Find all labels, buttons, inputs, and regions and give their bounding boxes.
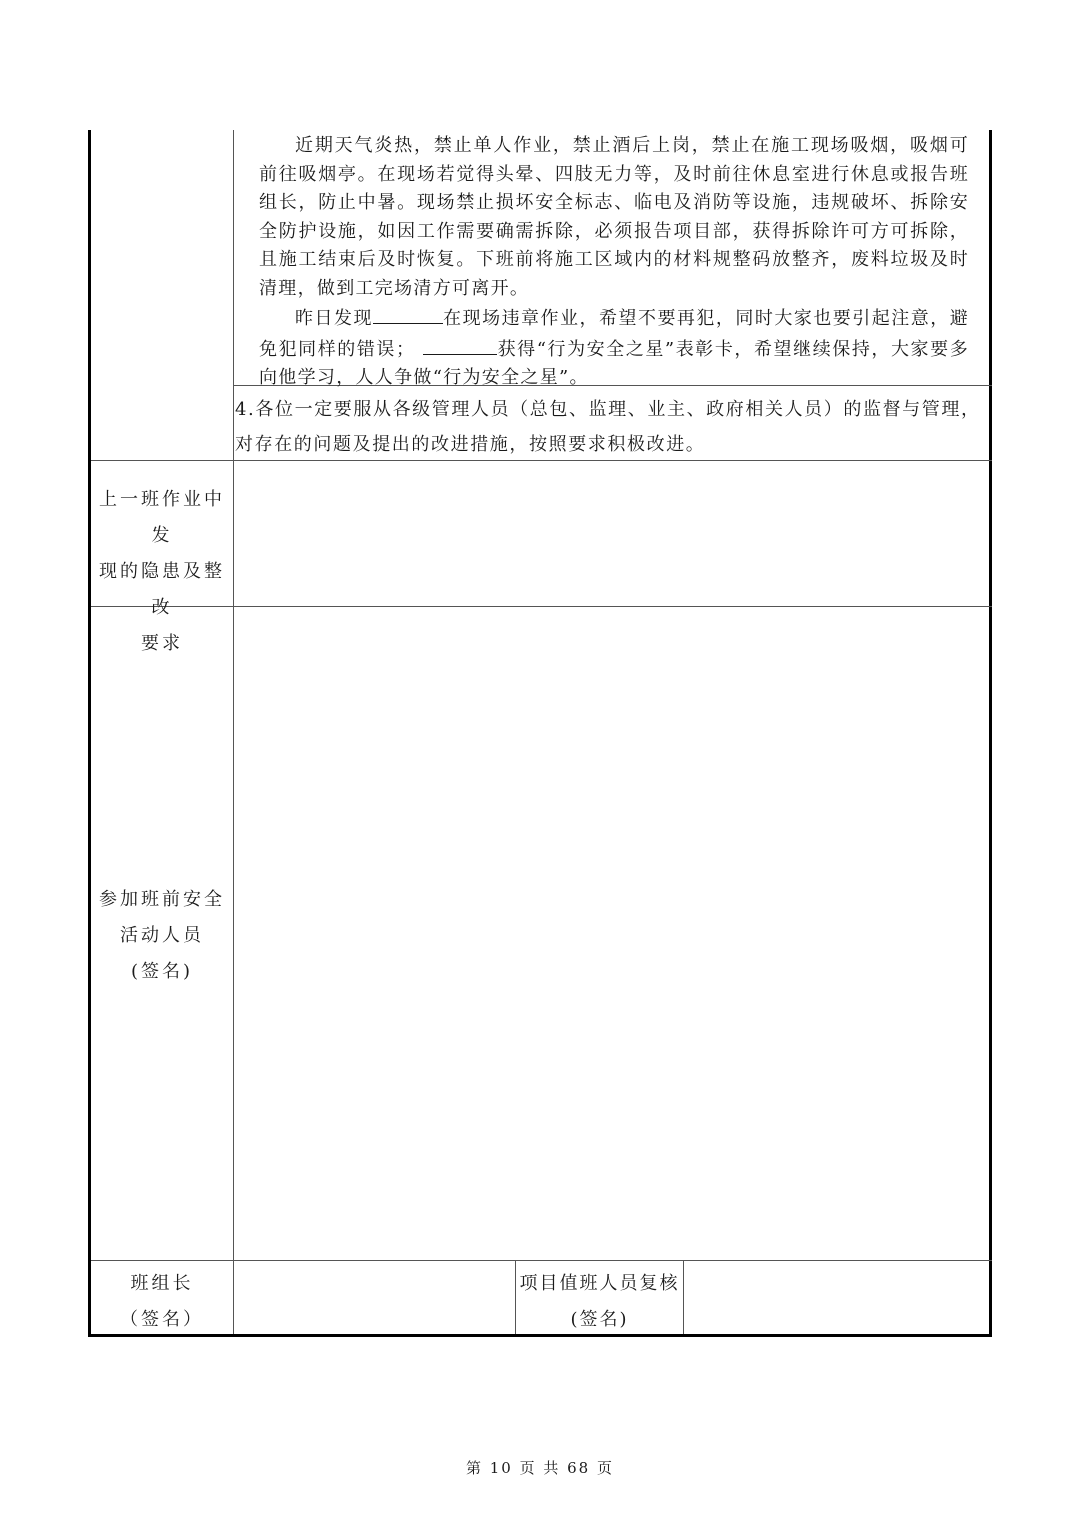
- participants-signature-cell[interactable]: [234, 607, 992, 1260]
- safety-briefing-form: [88, 130, 992, 1337]
- violation-text: 在现场违章作业，希望不要再犯，同时大家也要引起注意，避免犯同样的错误；: [259, 308, 969, 360]
- reviewer-label: 项目值班人员复核 (签名): [519, 1273, 680, 1330]
- safety-star-text: 获得“行为安全之星”表彰卡，希望继续保持，大家要多向他学习，人人争做“行为安全之星”。: [259, 338, 970, 388]
- safety-notice-text: [259, 132, 969, 393]
- violator-name-blank[interactable]: [373, 303, 443, 324]
- hazards-label: 上一班作业中发 现的隐患及整改 要求: [99, 489, 225, 654]
- safety-star-name-blank[interactable]: [423, 334, 497, 355]
- violation-intro: 昨日发现: [295, 308, 373, 329]
- participants-label: 参加班前安全 活动人员 (签名): [99, 889, 225, 982]
- safety-notice-paragraph-2: [259, 303, 969, 393]
- hazards-value-cell[interactable]: [234, 461, 992, 606]
- team-leader-signature-cell[interactable]: [234, 1261, 515, 1334]
- safety-notice-paragraph-1: 近期天气炎热，禁止单人作业，禁止酒后上岗，禁止在施工现场吸烟，吸烟可前往吸烟亭。在现场若觉得头晕、四肢无力等，及时前往休息室进行休息或报告班组长，防止中暑。现场禁止损坏安全标志、临电及消防等设施，违规破坏、拆除安全防护设施，如因工作需要确需拆除，必须报告项目部，获得拆除许可方可拆除，且施工结束后及时恢复。下班前将施工区域内的材料规整码放整齐，废料垃圾及时清理，做到工完场清方可离开。: [259, 135, 969, 299]
- team-leader-label: 班组长 （签名）: [120, 1273, 204, 1330]
- reviewer-signature-cell[interactable]: [684, 1261, 992, 1334]
- item-4-line-1: 4.各位一定要服从各级管理人员（总包、监理、业主、政府相关人员）的监督与管理，: [235, 399, 981, 420]
- page-number: 第 10 页 共 68 页: [465, 1459, 614, 1477]
- item-4-line-2: 对存在的问题及提出的改进措施，按照要求积极改进。: [235, 434, 706, 455]
